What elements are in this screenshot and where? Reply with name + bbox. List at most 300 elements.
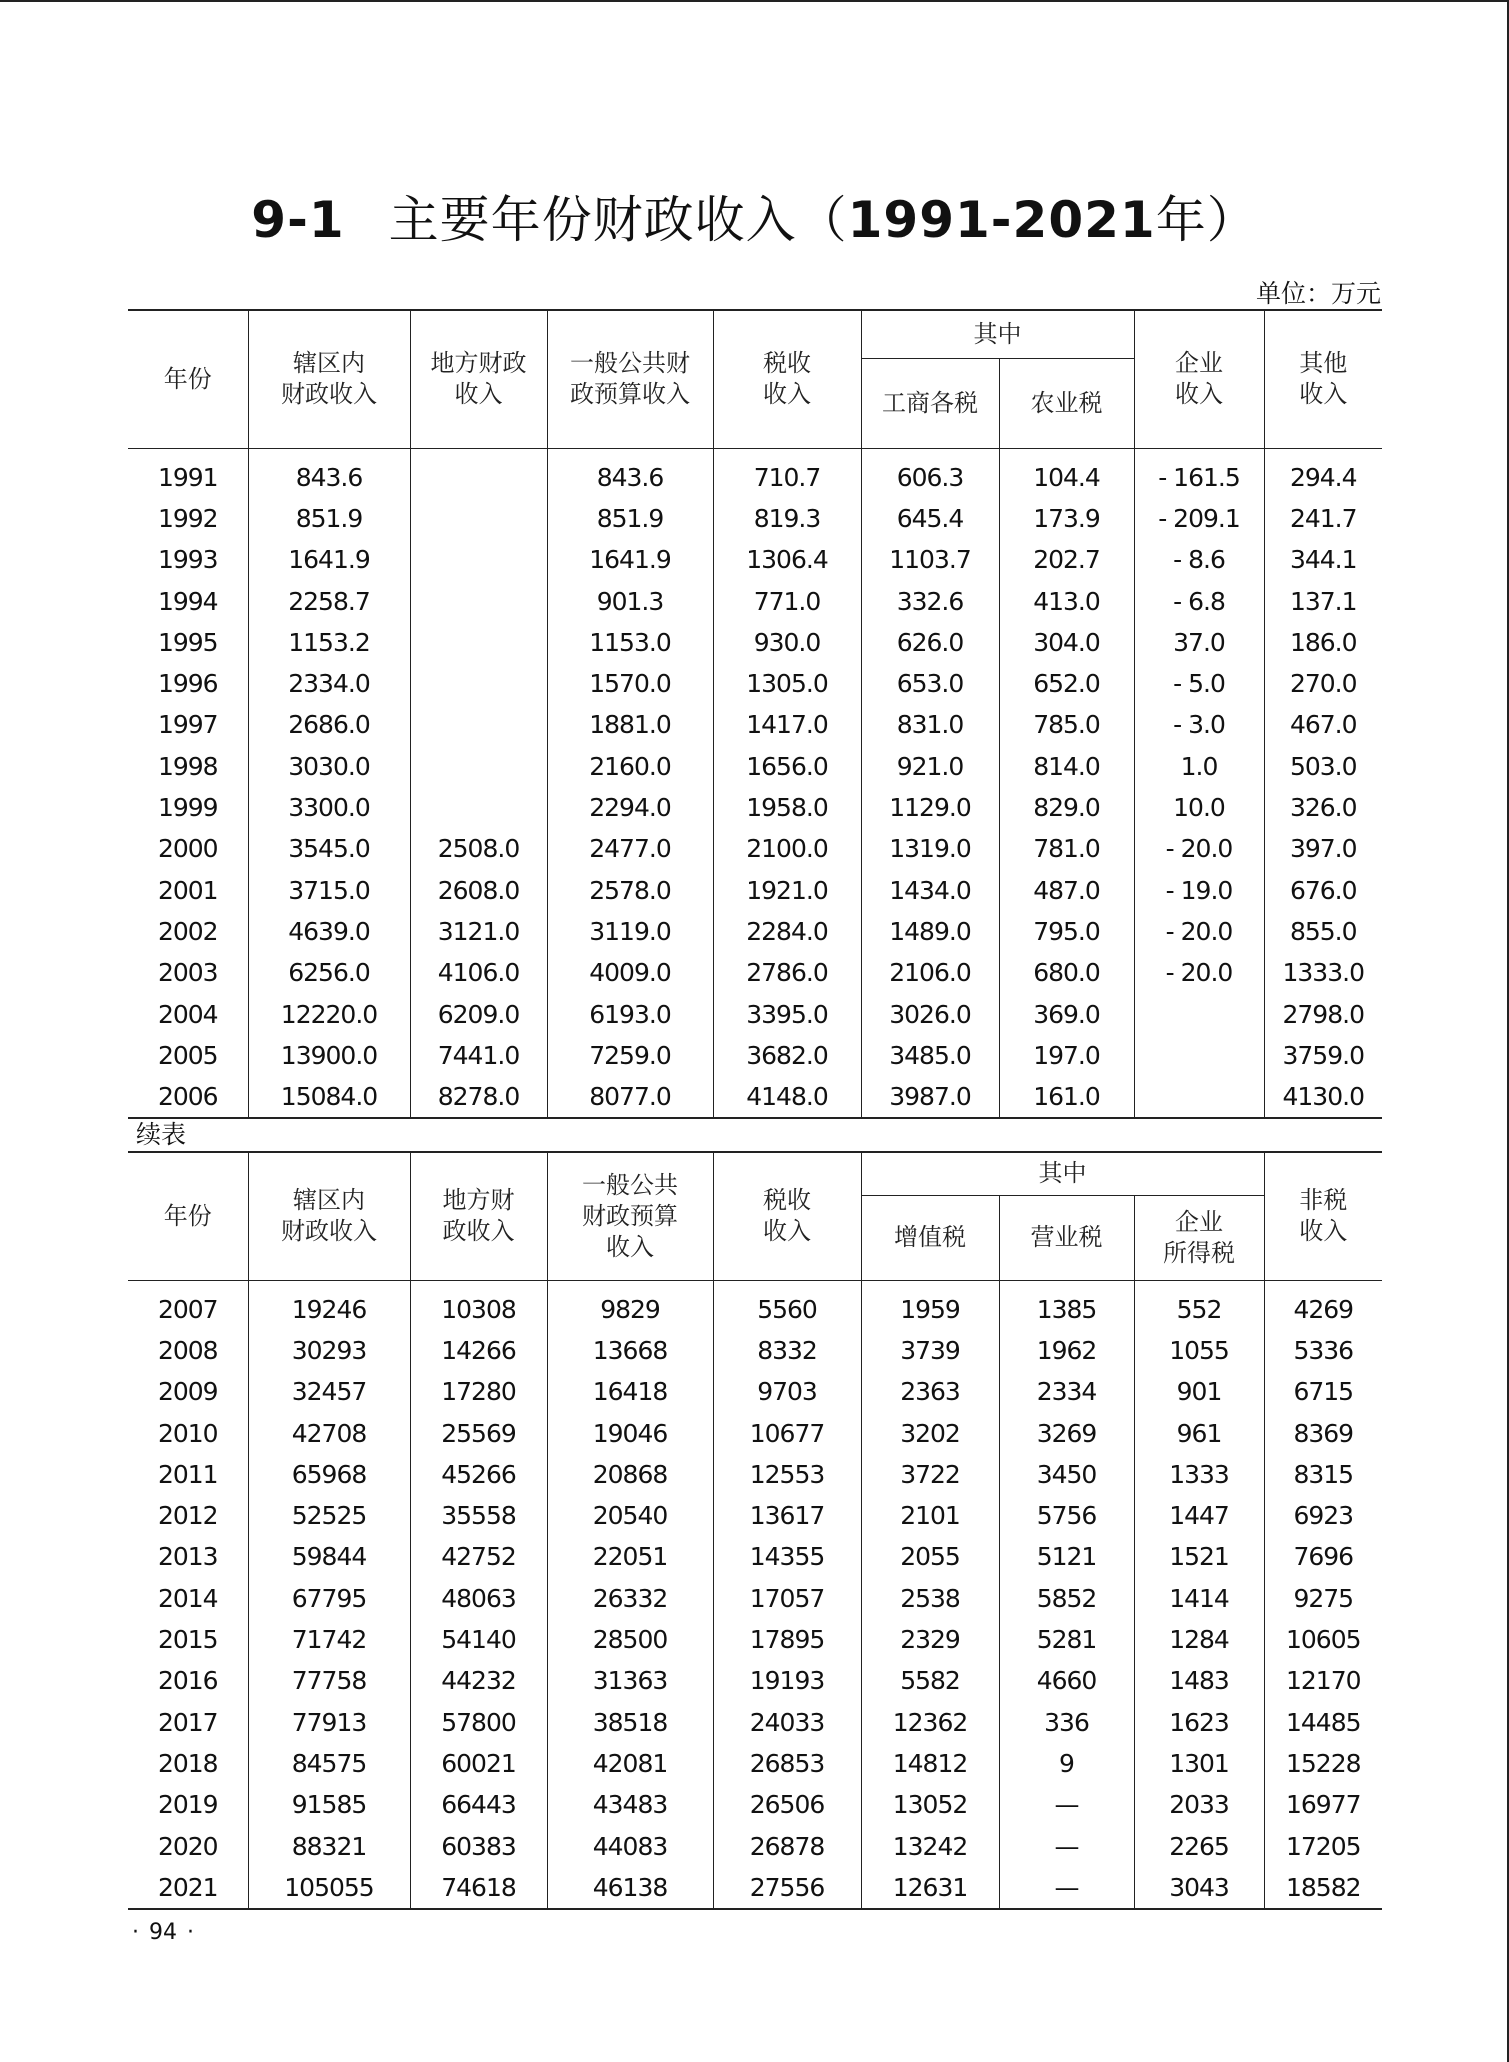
- table-row: [128, 1536, 1382, 1577]
- value-cell: 17280: [410, 1371, 547, 1412]
- value-cell: 2265: [1134, 1825, 1264, 1866]
- value-cell: 84575: [248, 1743, 410, 1784]
- value-cell: 5756: [999, 1495, 1134, 1536]
- table-row: [128, 1330, 1382, 1371]
- value-cell: 25569: [410, 1412, 547, 1453]
- value-cell: 3450: [999, 1454, 1134, 1495]
- value-cell: 28500: [547, 1619, 713, 1660]
- value-cell: 173.9: [999, 498, 1134, 539]
- value-cell: 15228: [1264, 1743, 1382, 1784]
- value-cell: 54140: [410, 1619, 547, 1660]
- value-cell: 88321: [248, 1825, 410, 1866]
- value-cell: 3121.0: [410, 911, 547, 952]
- year-cell: 2014: [157, 1583, 218, 1613]
- year-cell: 2015: [157, 1625, 218, 1655]
- value-cell: 161.0: [999, 1076, 1134, 1118]
- value-cell: 9829: [547, 1280, 713, 1330]
- value-cell: 20540: [547, 1495, 713, 1536]
- value-cell: 46138: [547, 1867, 713, 1909]
- page-title: [0, 180, 1509, 252]
- value-cell: 2508.0: [410, 828, 547, 869]
- value-cell: 12220.0: [248, 993, 410, 1034]
- page-number-value: 94: [149, 1920, 177, 1945]
- header-local-revenue: 地方财政 收入: [410, 310, 547, 448]
- table-row: [128, 1867, 1382, 1909]
- value-cell: 1301: [1134, 1743, 1264, 1784]
- page-number-dot-right: ·: [187, 1920, 194, 1945]
- value-cell: 1962: [999, 1330, 1134, 1371]
- value-cell: 6193.0: [547, 993, 713, 1034]
- year-cell: 2009: [157, 1377, 218, 1407]
- value-cell: 680.0: [999, 952, 1134, 993]
- value-cell: - 20.0: [1134, 828, 1264, 869]
- header-general-budget-revenue: 一般公共财 政预算收入: [547, 310, 713, 448]
- value-cell: 44232: [410, 1660, 547, 1701]
- value-cell: 4106.0: [410, 952, 547, 993]
- value-cell: 9703: [713, 1371, 861, 1412]
- value-cell: 10.0: [1134, 787, 1264, 828]
- header-enterprise-revenue: 企业 收入: [1134, 310, 1264, 448]
- page-number-dot-left: ·: [132, 1920, 139, 1945]
- value-cell: 10677: [713, 1412, 861, 1453]
- year-cell: 2004: [157, 999, 218, 1029]
- value-cell: 17057: [713, 1578, 861, 1619]
- year-cell: 1998: [157, 751, 218, 781]
- year-cell: 1993: [157, 545, 218, 575]
- value-cell: 332.6: [861, 580, 999, 621]
- value-cell: 2477.0: [547, 828, 713, 869]
- value-cell: 59844: [248, 1536, 410, 1577]
- value-cell: 2284.0: [713, 911, 861, 952]
- value-cell: 4639.0: [248, 911, 410, 952]
- value-cell: - 3.0: [1134, 704, 1264, 745]
- value-cell: 9: [999, 1743, 1134, 1784]
- value-cell: 653.0: [861, 663, 999, 704]
- value-cell: 202.7: [999, 539, 1134, 580]
- value-cell: 781.0: [999, 828, 1134, 869]
- value-cell: 5582: [861, 1660, 999, 1701]
- table-1-body: [128, 448, 1382, 1118]
- value-cell: 2538: [861, 1578, 999, 1619]
- value-cell: 503.0: [1264, 746, 1382, 787]
- value-cell: 7441.0: [410, 1035, 547, 1076]
- value-cell: 855.0: [1264, 911, 1382, 952]
- value-cell: 3715.0: [248, 869, 410, 910]
- value-cell: 4148.0: [713, 1076, 861, 1118]
- value-cell: [410, 448, 547, 498]
- value-cell: 1319.0: [861, 828, 999, 869]
- year-cell: 2006: [128, 1076, 248, 1118]
- value-cell: [410, 539, 547, 580]
- value-cell: 17895: [713, 1619, 861, 1660]
- table-row: [128, 787, 1382, 828]
- year-cell: 2007: [157, 1294, 218, 1324]
- value-cell: 13242: [861, 1825, 999, 1866]
- value-cell: 2329: [861, 1619, 999, 1660]
- value-cell: 19193: [713, 1660, 861, 1701]
- value-cell: [410, 622, 547, 663]
- value-cell: 1153.0: [547, 622, 713, 663]
- value-cell: 16418: [547, 1371, 713, 1412]
- value-cell: - 8.6: [1134, 539, 1264, 580]
- value-cell: 771.0: [713, 580, 861, 621]
- value-cell: —: [999, 1825, 1134, 1866]
- value-cell: 1447: [1134, 1495, 1264, 1536]
- value-cell: 3739: [861, 1330, 999, 1371]
- value-cell: 1.0: [1134, 746, 1264, 787]
- value-cell: 4269: [1264, 1280, 1382, 1330]
- value-cell: 1489.0: [861, 911, 999, 952]
- value-cell: 795.0: [999, 911, 1134, 952]
- value-cell: 2258.7: [248, 580, 410, 621]
- value-cell: 27556: [713, 1867, 861, 1909]
- revenue-table-2007-2021: [128, 1151, 1382, 1910]
- table-row: [128, 1076, 1382, 1118]
- header-general-budget-revenue: 一般公共 财政预算 收入: [547, 1152, 713, 1280]
- value-cell: 2294.0: [547, 787, 713, 828]
- value-cell: 31363: [547, 1660, 713, 1701]
- value-cell: 105055: [248, 1867, 410, 1909]
- year-cell: 1996: [157, 669, 218, 699]
- value-cell: —: [999, 1867, 1134, 1909]
- value-cell: 645.4: [861, 498, 999, 539]
- year-cell: 1992: [157, 503, 218, 533]
- value-cell: 32457: [248, 1371, 410, 1412]
- value-cell: 3485.0: [861, 1035, 999, 1076]
- value-cell: 24033: [713, 1701, 861, 1742]
- value-cell: 8332: [713, 1330, 861, 1371]
- value-cell: [410, 746, 547, 787]
- value-cell: 104.4: [999, 448, 1134, 498]
- year-cell: 2016: [157, 1666, 218, 1696]
- value-cell: 901: [1134, 1371, 1264, 1412]
- value-cell: 1641.9: [547, 539, 713, 580]
- value-cell: [410, 787, 547, 828]
- table-row: [128, 1495, 1382, 1536]
- header-local-revenue: 地方财 政收入: [410, 1152, 547, 1280]
- value-cell: 1306.4: [713, 539, 861, 580]
- value-cell: 22051: [547, 1536, 713, 1577]
- year-cell: 2000: [157, 834, 218, 864]
- value-cell: 3300.0: [248, 787, 410, 828]
- year-cell: 1999: [157, 793, 218, 823]
- value-cell: 9275: [1264, 1578, 1382, 1619]
- table-row: [128, 1784, 1382, 1825]
- value-cell: 3682.0: [713, 1035, 861, 1076]
- value-cell: 2033: [1134, 1784, 1264, 1825]
- year-cell: 2005: [157, 1040, 218, 1070]
- value-cell: 6715: [1264, 1371, 1382, 1412]
- value-cell: 26506: [713, 1784, 861, 1825]
- value-cell: 6256.0: [248, 952, 410, 993]
- table-row: [128, 1701, 1382, 1742]
- value-cell: 3269: [999, 1412, 1134, 1453]
- value-cell: 14812: [861, 1743, 999, 1784]
- table-row: [128, 539, 1382, 580]
- value-cell: 38518: [547, 1701, 713, 1742]
- value-cell: 851.9: [248, 498, 410, 539]
- value-cell: - 20.0: [1134, 952, 1264, 993]
- value-cell: 294.4: [1264, 448, 1382, 498]
- value-cell: 10605: [1264, 1619, 1382, 1660]
- table-row: [128, 1578, 1382, 1619]
- header-agricultural-tax: 农业税: [999, 358, 1134, 448]
- value-cell: 12553: [713, 1454, 861, 1495]
- value-cell: 43483: [547, 1784, 713, 1825]
- value-cell: 2363: [861, 1371, 999, 1412]
- value-cell: 626.0: [861, 622, 999, 663]
- value-cell: 4130.0: [1264, 1076, 1382, 1118]
- value-cell: 65968: [248, 1454, 410, 1495]
- value-cell: 344.1: [1264, 539, 1382, 580]
- continued-label: 续表: [136, 1120, 187, 1149]
- value-cell: 14485: [1264, 1701, 1382, 1742]
- year-cell: 2010: [157, 1418, 218, 1448]
- value-cell: 42081: [547, 1743, 713, 1784]
- value-cell: 60021: [410, 1743, 547, 1784]
- value-cell: 12631: [861, 1867, 999, 1909]
- value-cell: [410, 580, 547, 621]
- table-row: [128, 1412, 1382, 1453]
- value-cell: 91585: [248, 1784, 410, 1825]
- year-cell: 2002: [157, 916, 218, 946]
- year-cell: 2008: [157, 1335, 218, 1365]
- value-cell: 13617: [713, 1495, 861, 1536]
- value-cell: 42708: [248, 1412, 410, 1453]
- value-cell: 8369: [1264, 1412, 1382, 1453]
- value-cell: 1333: [1134, 1454, 1264, 1495]
- table-row: [128, 828, 1382, 869]
- header-year: 年份: [128, 1152, 248, 1280]
- value-cell: 5560: [713, 1280, 861, 1330]
- table-row: [128, 1743, 1382, 1784]
- value-cell: 1153.2: [248, 622, 410, 663]
- value-cell: 819.3: [713, 498, 861, 539]
- header-of-which: 其中: [861, 310, 1134, 358]
- value-cell: 4009.0: [547, 952, 713, 993]
- value-cell: - 19.0: [1134, 869, 1264, 910]
- value-cell: 3395.0: [713, 993, 861, 1034]
- value-cell: 77758: [248, 1660, 410, 1701]
- value-cell: 413.0: [999, 580, 1134, 621]
- value-cell: 7696: [1264, 1536, 1382, 1577]
- value-cell: 1417.0: [713, 704, 861, 745]
- value-cell: [410, 704, 547, 745]
- value-cell: 2106.0: [861, 952, 999, 993]
- year-cell: 2013: [157, 1542, 218, 1572]
- value-cell: 676.0: [1264, 869, 1382, 910]
- value-cell: 2101: [861, 1495, 999, 1536]
- table-row: [128, 1619, 1382, 1660]
- value-cell: 8278.0: [410, 1076, 547, 1118]
- value-cell: 3545.0: [248, 828, 410, 869]
- value-cell: - 5.0: [1134, 663, 1264, 704]
- value-cell: 1959: [861, 1280, 999, 1330]
- value-cell: 829.0: [999, 787, 1134, 828]
- value-cell: - 209.1: [1134, 498, 1264, 539]
- value-cell: 186.0: [1264, 622, 1382, 663]
- year-cell: 2011: [157, 1459, 218, 1489]
- unit-label: 单位：万元: [1255, 279, 1381, 308]
- value-cell: 1921.0: [713, 869, 861, 910]
- value-cell: 6209.0: [410, 993, 547, 1034]
- value-cell: 1333.0: [1264, 952, 1382, 993]
- value-cell: 45266: [410, 1454, 547, 1495]
- value-cell: 12170: [1264, 1660, 1382, 1701]
- table-row: [128, 622, 1382, 663]
- value-cell: 71742: [248, 1619, 410, 1660]
- value-cell: 1385: [999, 1280, 1134, 1330]
- value-cell: 921.0: [861, 746, 999, 787]
- value-cell: 326.0: [1264, 787, 1382, 828]
- value-cell: 606.3: [861, 448, 999, 498]
- table-row: [128, 993, 1382, 1034]
- value-cell: 270.0: [1264, 663, 1382, 704]
- value-cell: 2686.0: [248, 704, 410, 745]
- value-cell: 48063: [410, 1578, 547, 1619]
- value-cell: 37.0: [1134, 622, 1264, 663]
- value-cell: 487.0: [999, 869, 1134, 910]
- value-cell: 14355: [713, 1536, 861, 1577]
- value-cell: 44083: [547, 1825, 713, 1866]
- value-cell: 336: [999, 1701, 1134, 1742]
- value-cell: 26878: [713, 1825, 861, 1866]
- value-cell: 785.0: [999, 704, 1134, 745]
- value-cell: 2334.0: [248, 663, 410, 704]
- value-cell: 19046: [547, 1412, 713, 1453]
- value-cell: 1623: [1134, 1701, 1264, 1742]
- value-cell: 3759.0: [1264, 1035, 1382, 1076]
- table-row: [128, 911, 1382, 952]
- value-cell: 843.6: [248, 448, 410, 498]
- table-row: [128, 1280, 1382, 1330]
- value-cell: 467.0: [1264, 704, 1382, 745]
- value-cell: 1521: [1134, 1536, 1264, 1577]
- table-row: [128, 498, 1382, 539]
- value-cell: 901.3: [547, 580, 713, 621]
- table-row: [128, 448, 1382, 498]
- value-cell: 2798.0: [1264, 993, 1382, 1034]
- value-cell: 26853: [713, 1743, 861, 1784]
- value-cell: 304.0: [999, 622, 1134, 663]
- value-cell: 26332: [547, 1578, 713, 1619]
- year-cell: 2019: [157, 1790, 218, 1820]
- value-cell: 3987.0: [861, 1076, 999, 1118]
- value-cell: 13668: [547, 1330, 713, 1371]
- value-cell: 2786.0: [713, 952, 861, 993]
- value-cell: 843.6: [547, 448, 713, 498]
- value-cell: [1134, 1035, 1264, 1076]
- header-year: 年份: [128, 310, 248, 448]
- value-cell: [1134, 1076, 1264, 1118]
- value-cell: 1284: [1134, 1619, 1264, 1660]
- value-cell: 14266: [410, 1330, 547, 1371]
- value-cell: 19246: [248, 1280, 410, 1330]
- header-vat: 增值税: [861, 1195, 999, 1280]
- value-cell: 77913: [248, 1701, 410, 1742]
- year-cell: 2020: [157, 1831, 218, 1861]
- table-row: [128, 1035, 1382, 1076]
- year-cell: 2001: [157, 875, 218, 905]
- value-cell: 3030.0: [248, 746, 410, 787]
- value-cell: 20868: [547, 1454, 713, 1495]
- value-cell: 851.9: [547, 498, 713, 539]
- value-cell: 8077.0: [547, 1076, 713, 1118]
- value-cell: 1103.7: [861, 539, 999, 580]
- value-cell: 1958.0: [713, 787, 861, 828]
- value-cell: 5852: [999, 1578, 1134, 1619]
- year-cell: 2018: [157, 1748, 218, 1778]
- value-cell: 57800: [410, 1701, 547, 1742]
- year-cell: 2021: [128, 1867, 248, 1909]
- header-other-revenue: 其他 收入: [1264, 310, 1382, 448]
- value-cell: 397.0: [1264, 828, 1382, 869]
- year-cell: 2012: [157, 1501, 218, 1531]
- value-cell: - 6.8: [1134, 580, 1264, 621]
- table-row: [128, 1660, 1382, 1701]
- year-cell: 1995: [157, 627, 218, 657]
- header-industrial-commercial-tax: 工商各税: [861, 358, 999, 448]
- page-number: [132, 1920, 194, 1945]
- table-row: [128, 663, 1382, 704]
- value-cell: 2578.0: [547, 869, 713, 910]
- year-cell: 1997: [157, 710, 218, 740]
- value-cell: 5336: [1264, 1330, 1382, 1371]
- value-cell: 6923: [1264, 1495, 1382, 1536]
- header-tax-revenue: 税收 收入: [713, 310, 861, 448]
- value-cell: 961: [1134, 1412, 1264, 1453]
- table-row: [128, 1454, 1382, 1495]
- header-tax-revenue: 税收 收入: [713, 1152, 861, 1280]
- table-row: [128, 869, 1382, 910]
- value-cell: —: [999, 1784, 1134, 1825]
- value-cell: [410, 663, 547, 704]
- value-cell: 3119.0: [547, 911, 713, 952]
- header-jurisdiction-revenue: 辖区内 财政收入: [248, 1152, 410, 1280]
- value-cell: 930.0: [713, 622, 861, 663]
- table-row: [128, 1371, 1382, 1412]
- value-cell: - 20.0: [1134, 911, 1264, 952]
- value-cell: 652.0: [999, 663, 1134, 704]
- value-cell: 35558: [410, 1495, 547, 1536]
- table-2-body: [128, 1280, 1382, 1909]
- value-cell: 10308: [410, 1280, 547, 1330]
- table-row: [128, 580, 1382, 621]
- header-non-tax-revenue: 非税 收入: [1264, 1152, 1382, 1280]
- value-cell: 2100.0: [713, 828, 861, 869]
- value-cell: 66443: [410, 1784, 547, 1825]
- value-cell: 814.0: [999, 746, 1134, 787]
- value-cell: - 161.5: [1134, 448, 1264, 498]
- title-text: 主要年份财政收入（: [388, 191, 848, 249]
- table-row: [128, 704, 1382, 745]
- value-cell: 18582: [1264, 1867, 1382, 1909]
- value-cell: 1129.0: [861, 787, 999, 828]
- year-cell: 1994: [157, 586, 218, 616]
- header-corporate-income-tax: 企业 所得税: [1134, 1195, 1264, 1280]
- revenue-table-1991-2006: [128, 309, 1382, 1119]
- value-cell: 831.0: [861, 704, 999, 745]
- value-cell: 67795: [248, 1578, 410, 1619]
- year-cell: 2003: [157, 958, 218, 988]
- value-cell: 3026.0: [861, 993, 999, 1034]
- value-cell: 8315: [1264, 1454, 1382, 1495]
- value-cell: 1414: [1134, 1578, 1264, 1619]
- value-cell: 1055: [1134, 1330, 1264, 1371]
- value-cell: 197.0: [999, 1035, 1134, 1076]
- value-cell: 3202: [861, 1412, 999, 1453]
- header-business-tax: 营业税: [999, 1195, 1134, 1280]
